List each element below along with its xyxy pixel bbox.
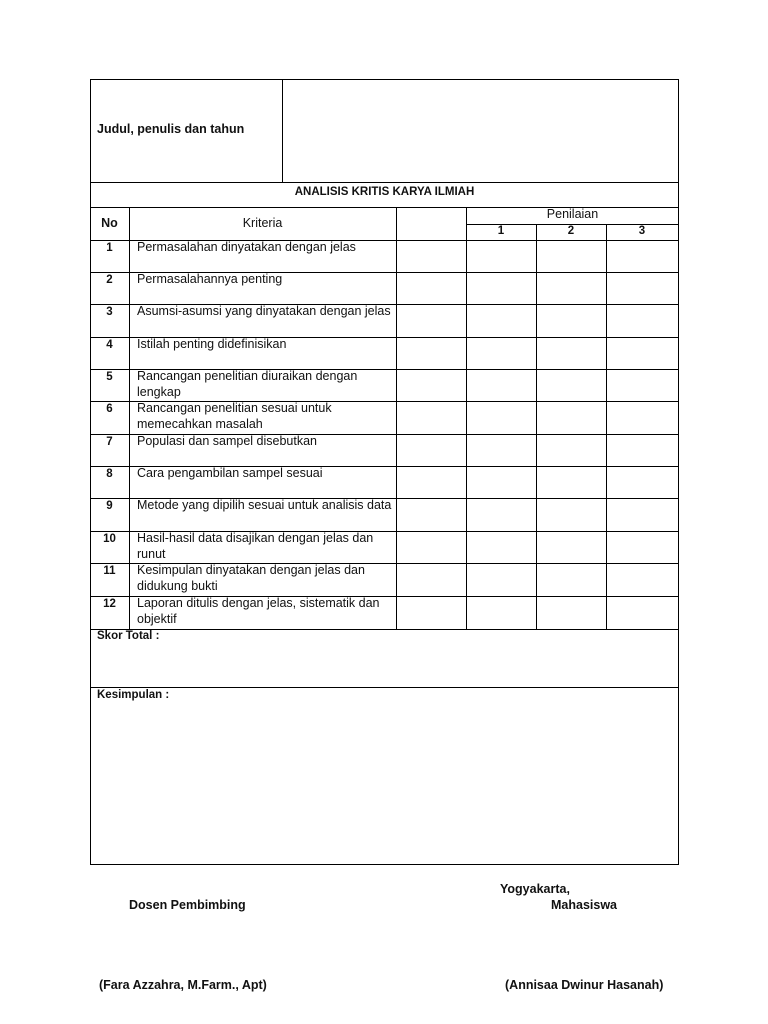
row-number: 7 bbox=[106, 436, 113, 448]
score-cell-1[interactable] bbox=[467, 241, 536, 271]
kesimpulan-field[interactable] bbox=[92, 706, 676, 861]
score-cell-3[interactable] bbox=[607, 467, 678, 497]
score-cell-1[interactable] bbox=[467, 305, 536, 335]
score-cell-3[interactable] bbox=[607, 338, 678, 368]
row-number: 2 bbox=[106, 274, 113, 286]
row-criterion-text: Rancangan penelitian diuraikan dengan lengkap bbox=[137, 369, 358, 399]
score-cell-3[interactable] bbox=[607, 435, 678, 465]
score-cell-2[interactable] bbox=[537, 467, 606, 497]
score-cell-3[interactable] bbox=[607, 564, 678, 594]
row-criterion-text: Permasalahan dinyatakan dengan jelas bbox=[137, 240, 356, 254]
score-cell-3[interactable] bbox=[607, 273, 678, 303]
header-divider bbox=[282, 79, 283, 182]
frame-top bbox=[90, 79, 679, 80]
col-header-kriteria: Kriteria bbox=[242, 216, 283, 230]
skor-total-label: Skor Total : bbox=[97, 630, 160, 642]
col-line-kriteria bbox=[396, 207, 397, 629]
col-header-no: No bbox=[101, 216, 118, 230]
row-number: 11 bbox=[103, 565, 116, 577]
score-header-1: 1 bbox=[497, 225, 505, 237]
row-criterion-text: Permasalahannya penting bbox=[137, 272, 283, 286]
skor-total-bottom bbox=[90, 687, 679, 688]
row-criterion-text: Kesimpulan dinyatakan dengan jelas dan didukung bukti bbox=[137, 563, 365, 593]
col-line-no bbox=[129, 207, 130, 629]
score-cell-1[interactable] bbox=[467, 597, 536, 627]
title-value-field[interactable] bbox=[290, 82, 674, 180]
signature-left-role: Dosen Pembimbing bbox=[129, 898, 246, 912]
row-criterion-text: Cara pengambilan sampel sesuai bbox=[137, 466, 323, 480]
score-cell-3[interactable] bbox=[607, 305, 678, 335]
score-cell-2[interactable] bbox=[537, 338, 606, 368]
score-cell-2[interactable] bbox=[537, 370, 606, 400]
score-cell-2[interactable] bbox=[537, 241, 606, 271]
score-cell-2[interactable] bbox=[537, 435, 606, 465]
score-header-3: 3 bbox=[638, 225, 646, 237]
score-cell-2[interactable] bbox=[537, 564, 606, 594]
score-cell-3[interactable] bbox=[607, 241, 678, 271]
row-criterion-text: Istilah penting didefinisikan bbox=[137, 337, 287, 351]
score-cell-2[interactable] bbox=[537, 597, 606, 627]
score-cell-1[interactable] bbox=[467, 370, 536, 400]
score-cell-1[interactable] bbox=[467, 435, 536, 465]
score-cell-3[interactable] bbox=[607, 499, 678, 529]
row-number: 1 bbox=[106, 242, 113, 254]
score-cell-1[interactable] bbox=[467, 499, 536, 529]
row-criterion-text: Populasi dan sampel disebutkan bbox=[137, 434, 317, 448]
row-number: 5 bbox=[106, 371, 113, 383]
score-cell-2[interactable] bbox=[537, 499, 606, 529]
score-cell-1[interactable] bbox=[467, 532, 536, 562]
row-number: 10 bbox=[103, 533, 116, 545]
row-number: 8 bbox=[106, 468, 113, 480]
score-cell-1[interactable] bbox=[467, 273, 536, 303]
row-criterion-text: Rancangan penelitian sesuai untuk memecahkan masalah bbox=[137, 401, 332, 431]
signature-left-name: (Fara Azzahra, M.Farm., Apt) bbox=[99, 978, 267, 992]
signature-right-role: Mahasiswa bbox=[551, 898, 618, 912]
score-cell-2[interactable] bbox=[537, 532, 606, 562]
score-cell-1[interactable] bbox=[467, 467, 536, 497]
score-cell-2[interactable] bbox=[537, 402, 606, 432]
score-cell-3[interactable] bbox=[607, 402, 678, 432]
section-title: ANALISIS KRITIS KARYA ILMIAH bbox=[294, 186, 475, 198]
score-cell-2[interactable] bbox=[537, 273, 606, 303]
row-number: 4 bbox=[106, 339, 113, 351]
score-cell-1[interactable] bbox=[467, 402, 536, 432]
frame-bottom bbox=[90, 864, 679, 865]
kesimpulan-label: Kesimpulan : bbox=[97, 689, 170, 701]
col-header-penilaian: Penilaian bbox=[546, 207, 599, 221]
score-cell-1[interactable] bbox=[467, 564, 536, 594]
title-label: Judul, penulis dan tahun bbox=[97, 122, 245, 136]
score-cell-3[interactable] bbox=[607, 532, 678, 562]
score-cell-2[interactable] bbox=[537, 305, 606, 335]
score-cell-3[interactable] bbox=[607, 370, 678, 400]
table-bottom-line bbox=[90, 629, 679, 630]
skor-total-field[interactable] bbox=[92, 647, 676, 685]
row-criterion-text: Metode yang dipilih sesuai untuk analisis data bbox=[137, 498, 392, 512]
header-bottom-line bbox=[90, 182, 679, 183]
row-criterion-text: Laporan ditulis dengan jelas, sistematik dan objektif bbox=[137, 596, 380, 626]
signature-place: Yogyakarta, bbox=[500, 882, 570, 896]
score-header-2: 2 bbox=[567, 225, 575, 237]
row-criterion-text: Asumsi-asumsi yang dinyatakan dengan jelas bbox=[137, 304, 391, 318]
row-number: 12 bbox=[103, 598, 116, 610]
signature-right-name: (Annisaa Dwinur Hasanah) bbox=[505, 978, 664, 992]
row-number: 9 bbox=[106, 500, 113, 512]
row-number: 3 bbox=[106, 306, 113, 318]
row-number: 6 bbox=[106, 403, 113, 415]
score-cell-3[interactable] bbox=[607, 597, 678, 627]
row-criterion-text: Hasil-hasil data disajikan dengan jelas dan runut bbox=[137, 531, 374, 561]
score-cell-1[interactable] bbox=[467, 338, 536, 368]
